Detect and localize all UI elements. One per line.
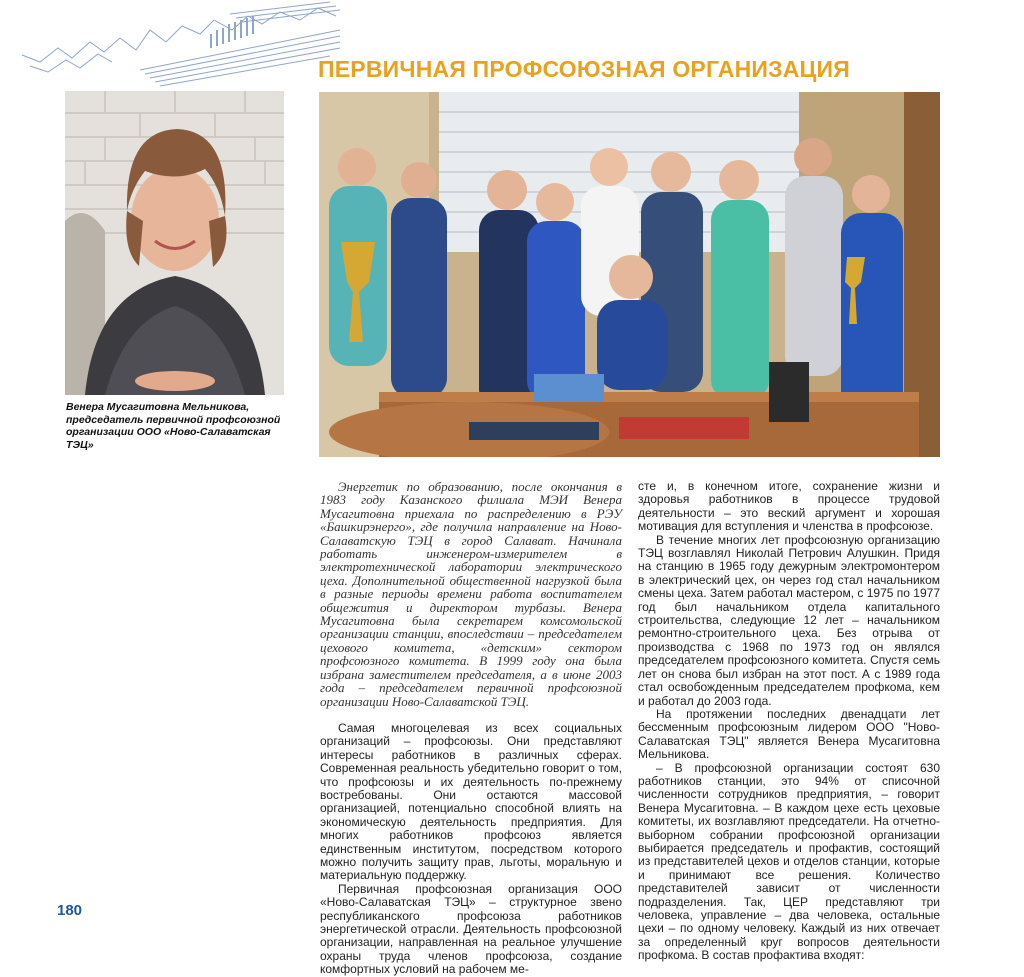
body-paragraph: На протяжении последних двенадцати лет бессменным профсоюзным лидером ООО "Ново-Салаватская ТЭЦ" является Венера Мусагитовна Мельникова. [638,706,940,762]
lead-paragraph: Энергетик по образованию, после окончания в 1983 году Казанского филиала МЭИ Венера Мусагитовна приехала по распределению в РЭУ «Башкирэнерго», где получила направление на Ново-Салаватскую ТЭЦ в город Салават. Начинала работать инженером-измерителем в электротехнической лаборатории электрического цеха. Дополнительной общественной нагрузкой была в разные периоды времени работа воспитателем общежития и директором турбазы. Венера Мусагитовна была секретарем комсомольской организации станции, впоследствии – председателем цехового комитета, «детским» сектором профсоюзного комитета. В 1999 году она была избрана заместителем председателя, а в июне 2003 года – председателем первичной профсоюзной организации Ново-Салаватской ТЭЦ. [320,479,622,709]
page-number: 180 [57,902,83,919]
body-paragraph: сте и, в конечном итоге, сохранение жизни и здоровья работников в процессе трудовой деятельности – это веский аргумент и хорошая мотивация для вступления и членства в профсоюзе. [638,479,940,534]
body-paragraph: Самая многоцелевая из всех социальных организаций – профсоюзы. Они представляют интересы работников в различных сферах. Современная реальность убедительно говорит о том, что профсоюзы и их деятельность по-прежнему востребованы. Они остаются массовой организацией, потенциально способной влиять на экономическую деятельность предприятия. Для многих работников профсоюз является единственным институтом, посредством которого можно получить защиту прав, льготы, моральную и материальную поддержку. [320,720,622,883]
portrait-caption [66,401,288,451]
article-column-right [638,480,940,963]
body-paragraph: В течение многих лет профсоюзную организацию ТЭЦ возглавлял Николай Петрович Алушкин. Придя на станцию в 1965 году дежурным электромонтером в электрический цех, он через год стал начальником смены цеха. Затем работал мастером, с 1975 по 1977 год был начальником отдела капитального строительства, следующие 12 лет – начальником ремонтно-строительного цеха. Без отрыва от производства с 1968 по 1973 год он являлся председателем профсоюзного комитета. Спустя семь лет он снова был избран на этот пост. А с 1989 года стал освобожденным председателем профкома, кем и работал до 2003 года. [638,532,940,708]
caption-line: председатель первичной профсоюзной [66,413,281,426]
group-photo [319,92,940,457]
body-paragraph: Первичная профсоюзная организация ООО «Ново-Салаватская ТЭЦ» – структурное звено республиканского профсоюза работников энергетической отрасли. Деятельность профсоюзной организации, направленная на реальное улучшение охраны труда членов профсоюза, создание комфортных условий на рабочем ме- [320,881,622,977]
article-column-left [320,480,622,977]
caption-line: Венера Мусагитовна Мельникова, [66,401,250,413]
caption-line: организации ООО «Ново-Салаватская ТЭЦ» [66,426,271,451]
body-paragraph: – В профсоюзной организации состоят 630 работников станции, это 94% от списочной численности сотрудников предприятия, – говорит Венера Мусагитовна. – В каждом цехе есть цеховые комитеты, их возглавляют председатели. На отчетно-выборном собрании профсоюзной организации выбирается председатель и профактив, состоящий из представителей цехов и отделов станции, которые и принимают все решения. Количество представителей зависит от численности подразделения. Так, ЦЕР представляют три человека, управление – два человека, остальные цехи – по одному человеку. Каждый из них отвечает за определенный круг вопросов деятельности профкома. В состав профактива входят: [638,760,940,963]
page-title: ПЕРВИЧНАЯ ПРОФСОЮЗНАЯ ОРГАНИЗАЦИЯ [318,56,850,82]
portrait-photo [65,91,284,395]
